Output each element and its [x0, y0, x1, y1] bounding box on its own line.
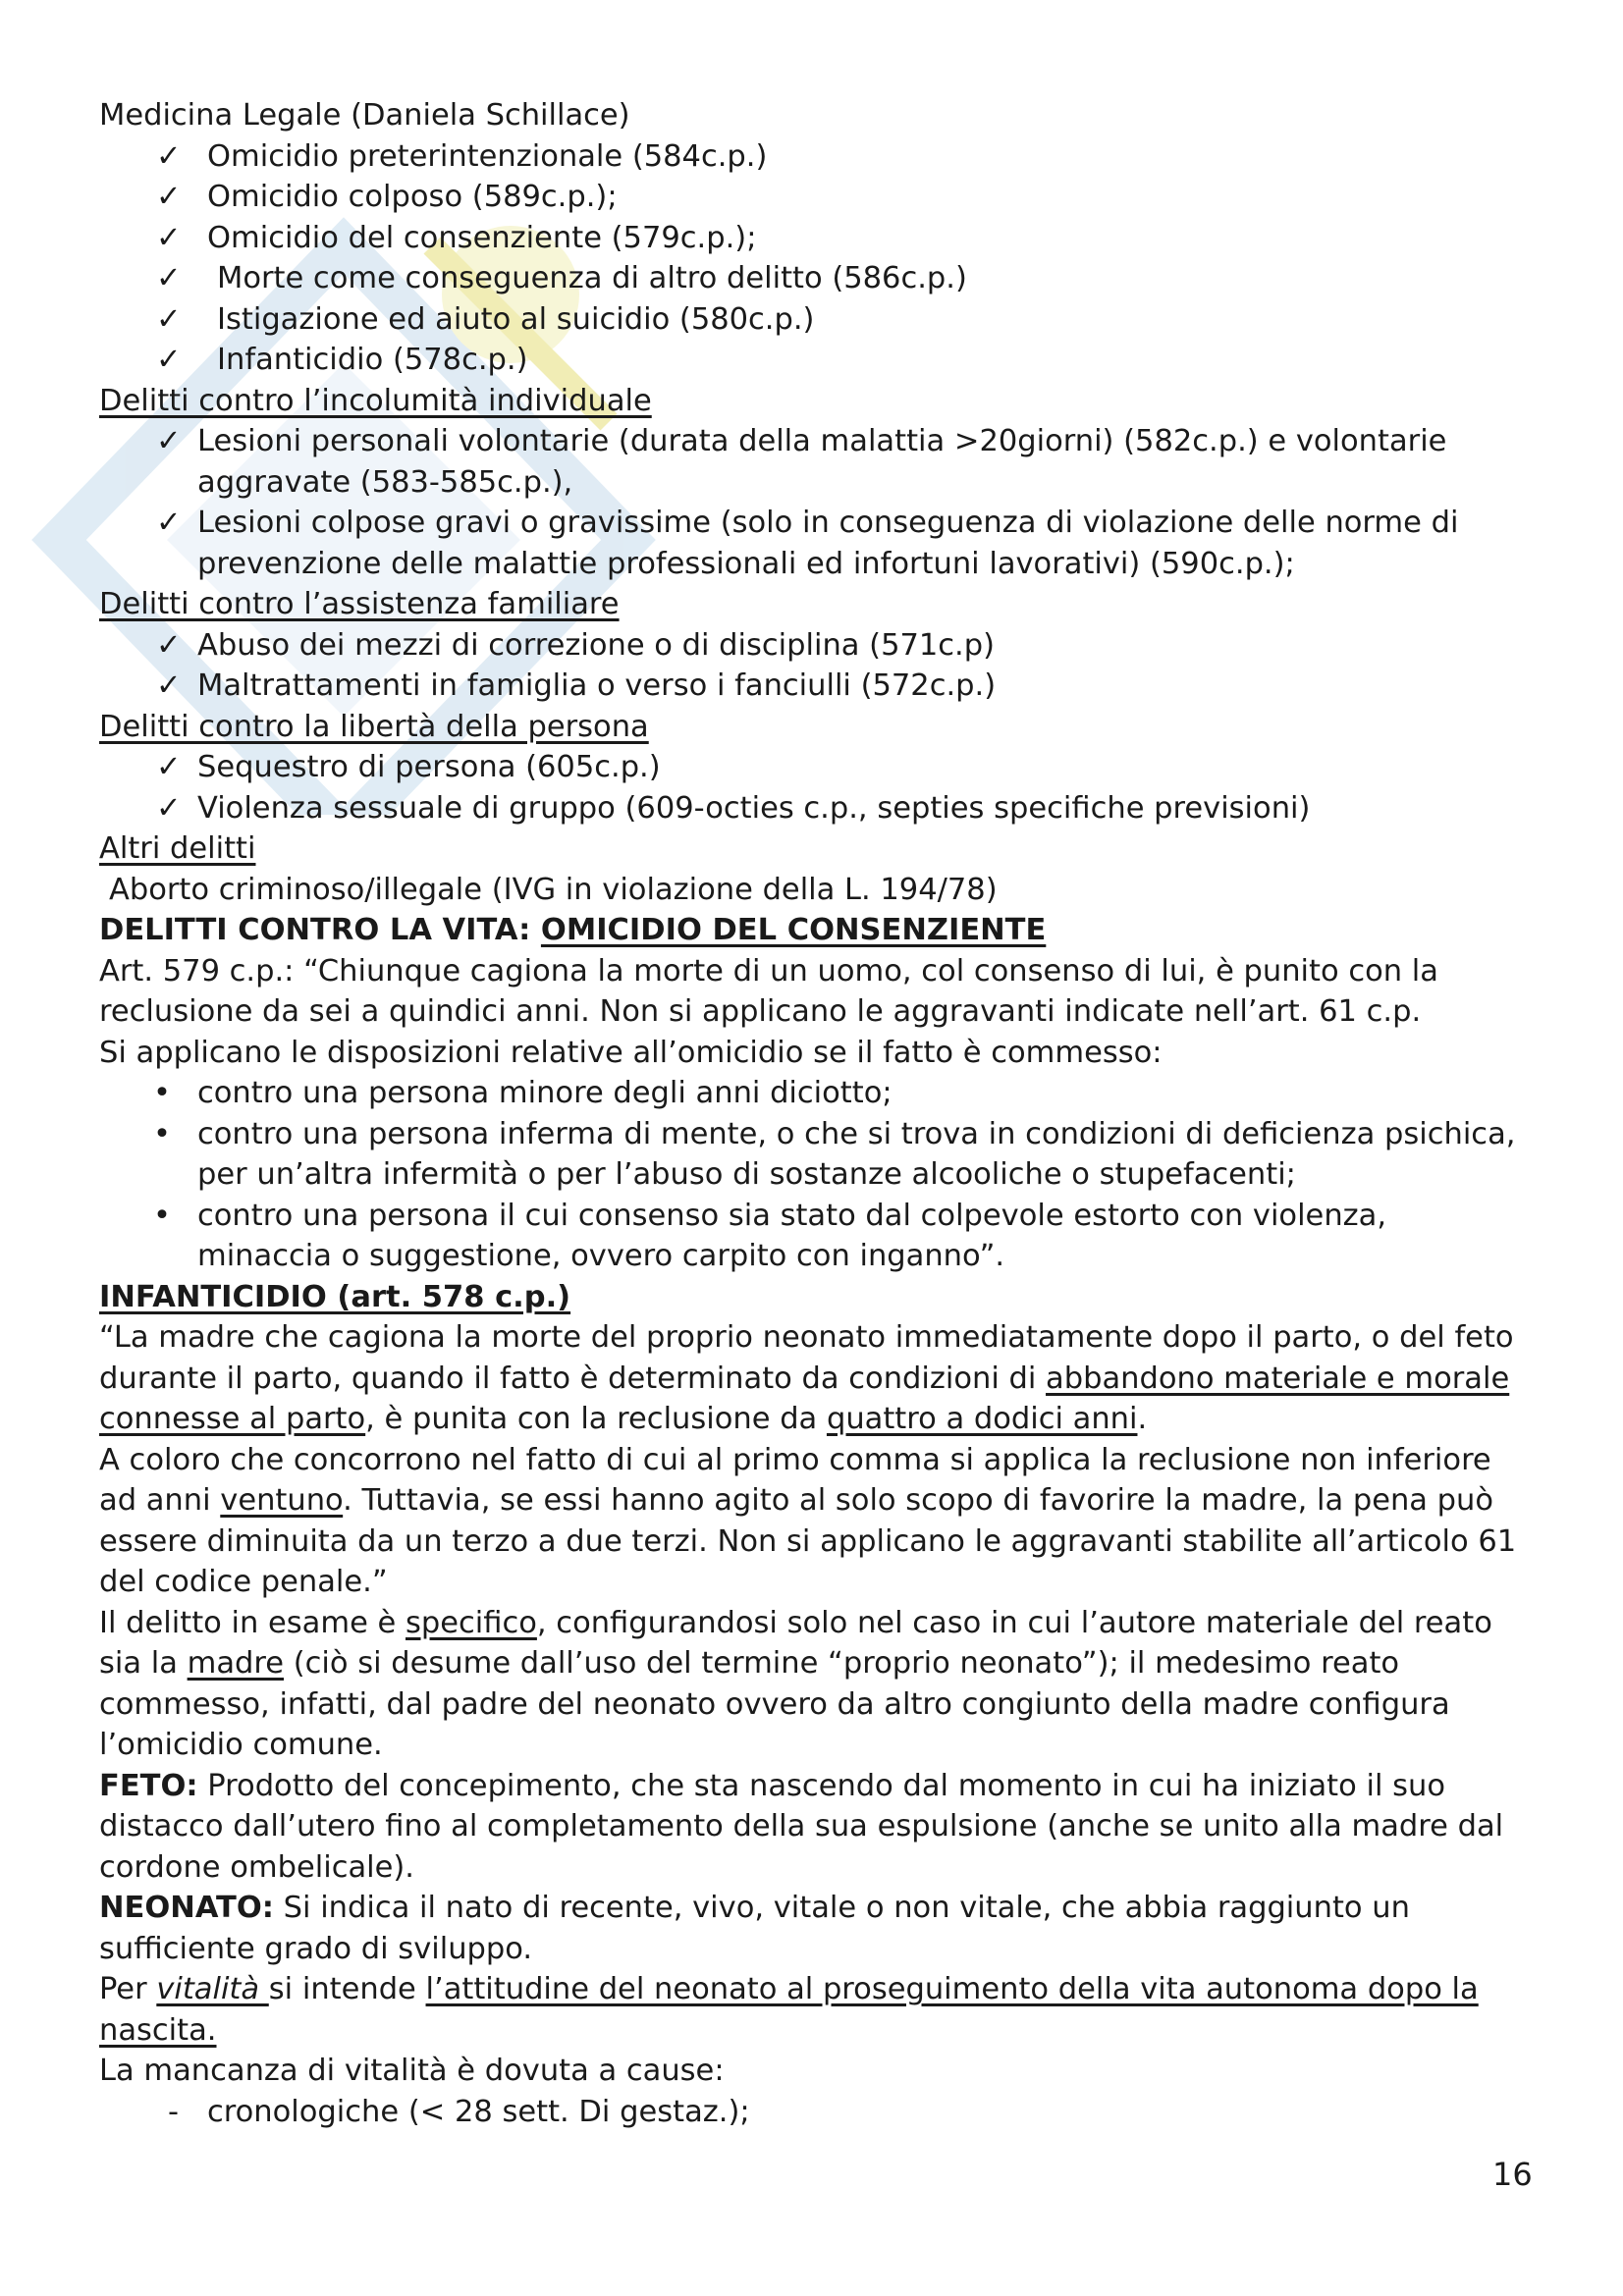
checkmark-icon: ✓ — [156, 261, 182, 295]
paragraph-line: Art. 579 c.p.: “Chiunque cagiona la morte di un uomo, col consenso di lui, è punito con la — [99, 953, 1438, 988]
list-item: ✓ Omicidio del consenziente (579c.p.); — [99, 218, 1542, 259]
paragraph-line: cordone ombelicale). — [99, 1849, 414, 1885]
checkmark-icon: ✓ — [156, 343, 182, 377]
dash-item: - cronologiche (< 28 sett. Di gestaz.); — [99, 2092, 1542, 2133]
checkmark-icon: ✓ — [156, 180, 182, 214]
list-item-continuation: prevenzione delle malattie professionali ed infortuni lavorativi) (590c.p.); — [197, 546, 1295, 581]
list-item: ✓ Violenza sessuale di gruppo (609-octies c.p., septies specifiche previsioni) — [99, 788, 1542, 829]
paragraph-line: durante il parto, quando il fatto è determinato da condizioni di abbandono materiale e morale — [99, 1361, 1510, 1396]
infanticidio-heading: INFANTICIDIO (art. 578 c.p.) — [99, 1279, 571, 1314]
paragraph-line: nascita. — [99, 2012, 217, 2048]
paragraph-line: del codice penale.” — [99, 1565, 388, 1599]
section-heading-liberta: Delitti contro la libertà della persona — [99, 709, 649, 744]
crimes-against-life-list — [99, 136, 1542, 381]
paragraph-line: reclusione da sei a quindici anni. Non si applicano le aggravanti indicate nell’art. 61 c.p. — [99, 994, 1422, 1029]
list-item-continuation: aggravate (583-585c.p.), — [197, 464, 573, 500]
list-item: ✓ Morte come conseguenza di altro delitto (586c.p.) — [99, 258, 1542, 299]
list-item: ✓ Lesioni colpose gravi o gravissime (solo in conseguenza di violazione delle norme di — [99, 503, 1542, 544]
paragraph-line: distacco dall’utero fino al completamento della sua espulsione (anche se unito alla madre dal — [99, 1809, 1504, 1843]
bullet-icon: • — [153, 1076, 171, 1110]
bullet-item: • contro una persona minore degli anni diciotto; — [99, 1073, 1542, 1114]
list-item: ✓ Omicidio preterintenzionale (584c.p.) — [99, 136, 1542, 178]
vitalita-definition: Per vitalità si intende l’attitudine del neonato al proseguimento della vita autonoma dopo la — [99, 1972, 1479, 2006]
paragraph-line: commesso, infatti, dal padre del neonato ovvero da altro congiunto della madre configura — [99, 1686, 1450, 1722]
paragraph-line: Si applicano le disposizioni relative all’omicidio se il fatto è commesso: — [99, 1035, 1163, 1070]
bullet-item: • contro una persona inferma di mente, o che si trova in condizioni di deficienza psichica, — [99, 1114, 1542, 1155]
list-item: ✓ Abuso dei mezzi di correzione o di disciplina (571c.p) — [99, 625, 1542, 667]
checkmark-icon: ✓ — [156, 424, 182, 458]
neonato-definition: NEONATO: Si indica il nato di recente, vivo, vitale o non vitale, che abbia raggiunto un — [99, 1891, 1410, 1925]
checkmark-icon: ✓ — [156, 750, 182, 784]
paragraph-line: La mancanza di vitalità è dovuta a cause: — [99, 2054, 725, 2088]
paragraph-line: A coloro che concorrono nel fatto di cui al primo comma si applica la reclusione non inferiore — [99, 1442, 1491, 1477]
list-item: ✓ Sequestro di persona (605c.p.) — [99, 747, 1542, 788]
dash-icon: - — [168, 2094, 180, 2129]
paragraph-line: sufficiente grado di sviluppo. — [99, 1931, 533, 1966]
paragraph-line: “La madre che cagiona la morte del proprio neonato immediatamente dopo il parto, o del feto — [99, 1320, 1514, 1355]
paragraph-line: ad anni ventuno. Tuttavia, se essi hanno agito al solo scopo di favorire la madre, la pena può — [99, 1483, 1494, 1518]
checkmark-icon: ✓ — [156, 220, 182, 255]
section-heading-incolumita: Delitti contro l’incolumità individuale — [99, 383, 652, 418]
paragraph-line: sia la madre (ciò si desume dall’uso del termine “proprio neonato”); il medesimo reato — [99, 1646, 1400, 1681]
bullet-icon: • — [153, 1198, 171, 1233]
bullet-item: • contro una persona il cui consenso sia stato dal colpevole estorto con violenza, — [99, 1196, 1542, 1237]
document-page — [99, 95, 1542, 2132]
checkmark-icon: ✓ — [156, 301, 182, 337]
section-heading-assistenza: Delitti contro l’assistenza familiare — [99, 587, 620, 621]
checkmark-icon: ✓ — [156, 506, 182, 540]
paragraph-line: essere diminuita da un terzo a due terzi. Non si applicano le aggravanti stabilite all’articolo 61 — [99, 1523, 1517, 1559]
page-number: 16 — [1492, 2156, 1533, 2193]
list-item: ✓ Omicidio colposo (589c.p.); — [99, 177, 1542, 218]
paragraph-line: connesse al parto, è punita con la reclusione da quattro a dodici anni. — [99, 1402, 1148, 1436]
consenziente-heading: DELITTI CONTRO LA VITA: OMICIDIO DEL CONSENZIENTE — [99, 913, 1047, 947]
checkmark-icon: ✓ — [156, 668, 182, 703]
altri-text: Aborto criminoso/illegale (IVG in violazione della L. 194/78) — [109, 872, 998, 907]
list-item: ✓ Infanticidio (578c.p.) — [99, 340, 1542, 381]
list-item: ✓ Lesioni personali volontarie (durata della malattia >20giorni) (582c.p.) e volontarie — [99, 421, 1542, 462]
paragraph-line: Il delitto in esame è specifico, configurandosi solo nel caso in cui l’autore materiale del reato — [99, 1605, 1492, 1640]
section-heading-altri: Altri delitti — [99, 831, 256, 866]
checkmark-icon: ✓ — [156, 627, 182, 663]
document-header: Medicina Legale (Daniela Schillace) — [99, 98, 630, 133]
paragraph-line: l’omicidio comune. — [99, 1728, 383, 1762]
checkmark-icon: ✓ — [156, 138, 182, 174]
bullet-continuation: per un’altra infermità o per l’abuso di sostanze alcooliche o stupefacenti; — [197, 1157, 1296, 1192]
bullet-icon: • — [153, 1116, 171, 1151]
feto-definition: FETO: Prodotto del concepimento, che sta nascendo dal momento in cui ha iniziato il suo — [99, 1768, 1445, 1803]
bullet-continuation: minaccia o suggestione, ovvero carpito con inganno”. — [197, 1239, 1005, 1273]
list-item: ✓ Istigazione ed aiuto al suicidio (580c.p.) — [99, 299, 1542, 341]
list-item: ✓ Maltrattamenti in famiglia o verso i fanciulli (572c.p.) — [99, 666, 1542, 707]
checkmark-icon: ✓ — [156, 790, 182, 826]
